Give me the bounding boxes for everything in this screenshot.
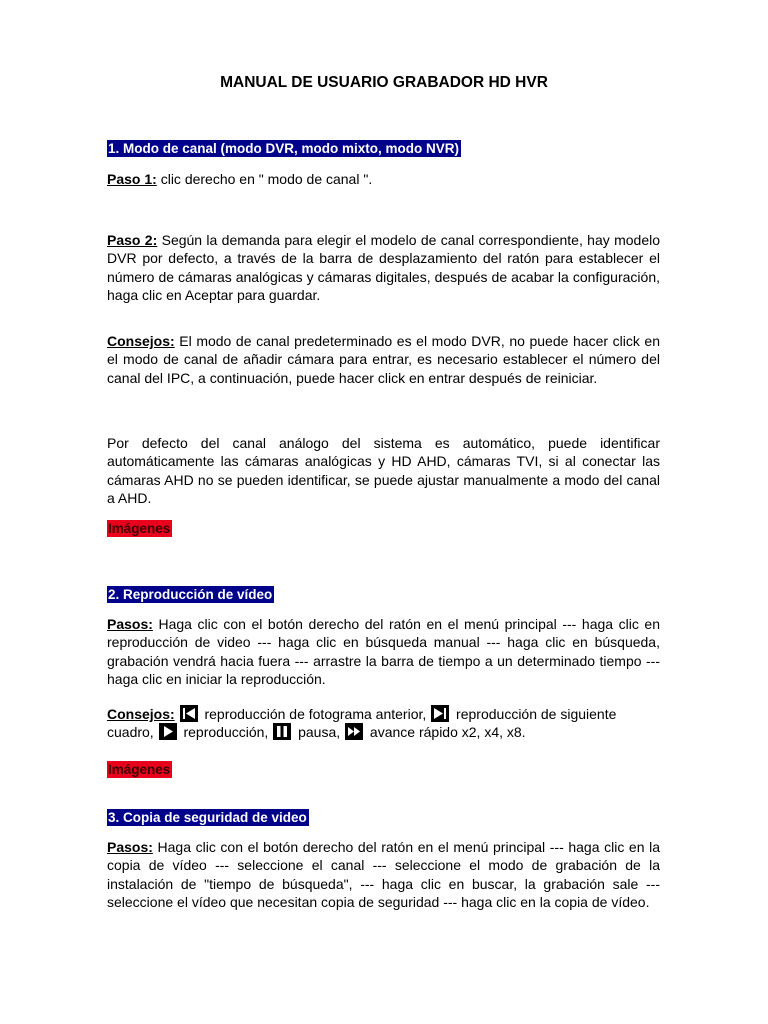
play-icon [159, 723, 177, 740]
section1-heading-row [107, 139, 660, 158]
section2-heading: 2. Reproducción de vídeo [108, 587, 273, 602]
tip-ff-text: avance rápido x2, x4, x8. [366, 724, 526, 741]
section3-heading: 3. Copia de seguridad de video [108, 810, 307, 825]
next-frame-icon [431, 705, 449, 722]
section1-heading: 1. Modo de canal (modo DVR, modo mixto, modo NVR) [108, 141, 460, 156]
section3-heading-row [107, 808, 660, 827]
pause-icon [273, 723, 291, 740]
channel-default-paragraph: Por defecto del canal análogo del sistema es automático, puede identificar automáticamente las cámaras analógicas y HD AHD, cámaras TVI, si al conectar las cámaras AHD no se pueden identificar, se puede ajustar manualmente a modo del canal a AHD. [107, 435, 660, 506]
step1-text: clic derecho en " modo de canal ". [156, 171, 373, 187]
images-label: Imágenes [108, 762, 171, 777]
steps-text: Haga clic con el botón derecho del ratón en el menú principal --- haga clic en la copia de vídeo --- seleccione el canal --- seleccione el modo de grabación de la instalación de "tiempo de búsqueda", --- haga clic en buscar, la grabación sale --- seleccione el vídeo que necesitan copia de seguridad --- haga clic en la copia de vídeo. [107, 839, 660, 910]
prev-frame-icon [180, 705, 198, 722]
section1-tips [107, 332, 660, 387]
document-title: MANUAL DE USUARIO GRABADOR HD HVR [220, 74, 548, 91]
images-label: Imágenes [108, 521, 171, 536]
tip-prev-text: reproducción de fotograma anterior, [200, 706, 427, 722]
section3-steps [107, 838, 660, 911]
section1-step1 [107, 170, 660, 188]
tips-label: Consejos: [107, 706, 175, 722]
steps-label: Pasos: [107, 839, 153, 855]
section2-tips [107, 705, 660, 742]
tip-pause-text: pausa, [294, 724, 341, 741]
tip-next-text: reproducción de siguiente cuadro, [107, 706, 617, 741]
steps-label: Pasos: [107, 616, 153, 632]
step1-label: Paso 1: [107, 171, 157, 187]
tips-label: Consejos: [107, 333, 175, 349]
step2-text: Según la demanda para elegir el modelo de canal correspondiente, hay modelo DVR por defecto, a través de la barra de desplazamiento del ratón para establecer el número de cámaras analógicas y cámaras digitales, después de acabar la configuración, haga clic en Aceptar para guardar. [107, 232, 661, 303]
section2-heading-row [107, 585, 660, 604]
section1-step2 [107, 231, 660, 304]
tips-text: El modo de canal predeterminado es el modo DVR, no puede hacer click en el modo de canal de añadir cámara para entrar, es necesario establecer el número del canal del IPC, a continuación, puede hacer click en entrar después de reiniciar. [107, 333, 660, 386]
step2-label: Paso 2: [107, 232, 158, 248]
steps-text: Haga clic con el botón derecho del ratón en el menú principal --- haga clic en reproducción de video --- haga clic en búsqueda manual --- haga clic en búsqueda, grabación vendrá hacia fuera --- arrastre la barra de tiempo a un determinado tiempo --- haga clic en iniciar la reproducción. [107, 616, 660, 687]
tip-play-text: reproducción, [179, 724, 269, 741]
section1-paragraph [107, 434, 660, 507]
section2-images-row [107, 760, 660, 779]
section2-steps [107, 615, 660, 688]
section1-images-row [107, 519, 660, 538]
fast-forward-icon [345, 723, 363, 740]
